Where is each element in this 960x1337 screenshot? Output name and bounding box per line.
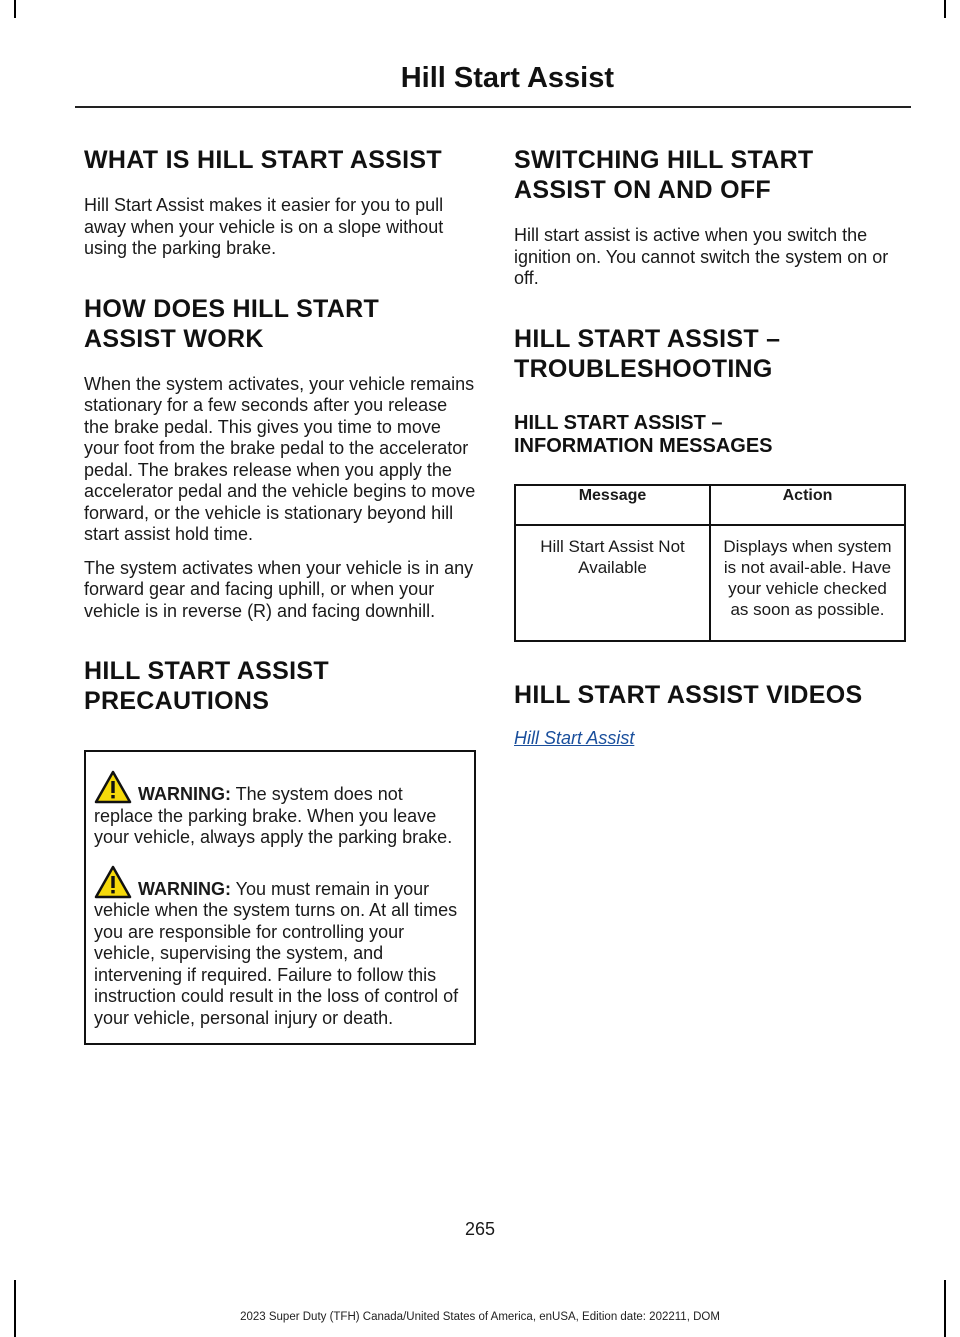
troubleshooting-heading <box>514 324 906 384</box>
table-header-row <box>515 485 905 525</box>
page-header <box>75 58 911 108</box>
warning-triangle-icon <box>94 770 132 804</box>
how-works-body-2: The system activates when your vehicle is in any forward gear and facing uphill, or when your vehicle is in reverse (R) and facing downhill. <box>84 557 474 621</box>
edition-footer: 2023 Super Duty (TFH) Canada/United States of America, enUSA, Edition date: 202211, DOM <box>240 1311 720 1323</box>
info-messages-heading-line2: INFORMATION MESSAGES <box>514 434 773 457</box>
cell-action: Displays when system is not avail-able. Have your vehicle checked as soon as possible. <box>710 525 905 641</box>
switching-body: Hill start assist is active when you switch the ignition on. You cannot switch the system on or off. <box>514 225 889 288</box>
crop-mark-bottom-left <box>14 1280 16 1337</box>
video-link[interactable]: Hill Start Assist <box>514 727 635 748</box>
left-column <box>84 145 476 1045</box>
page-title: Hill Start Assist <box>400 62 614 94</box>
crop-mark-top-left <box>14 0 16 18</box>
how-works-heading <box>84 294 476 354</box>
warning-2-label: WARNING: <box>138 878 231 899</box>
crop-mark-bottom-right <box>944 1280 946 1337</box>
cell-message: Hill Start Assist Not Available <box>515 525 710 641</box>
crop-mark-top-right <box>944 0 946 18</box>
switching-heading-line1: SWITCHING HILL START <box>514 146 814 174</box>
right-column <box>514 145 906 749</box>
info-messages-heading <box>514 412 906 458</box>
switching-heading-line2: ASSIST ON AND OFF <box>514 176 771 204</box>
how-works-heading-line2: ASSIST WORK <box>84 324 264 353</box>
how-works-body-1: When the system activates, your vehicle remains stationary for a few seconds after you release the brake pedal. This gives you time to move your foot from the brake pedal to the accelerator pedal. The brakes release when you apply the accelerator pedal and the vehicle begins to move forward, or the vehicle is stationary beyond hill start assist hold time. <box>84 373 476 544</box>
warning-box <box>84 750 476 1045</box>
warning-2 <box>94 865 464 1030</box>
precautions-heading-line1: HILL START ASSIST <box>84 657 329 685</box>
messages-table <box>514 484 906 642</box>
precautions-heading <box>84 656 476 716</box>
warning-1-label: WARNING: <box>138 784 231 804</box>
warning-1 <box>94 770 464 849</box>
troubleshooting-heading-line1: HILL START ASSIST – <box>514 324 781 353</box>
col-header-message: Message <box>515 485 710 525</box>
switching-heading <box>514 145 906 205</box>
info-messages-heading-line1: HILL START ASSIST – <box>514 411 723 434</box>
warning-2-text: You must remain in your vehicle when the system turns on. At all times you are responsible for controlling your vehicle, supervising the system, and intervening if required. Failure to follow this instruction could result in the loss of control of your vehicle, personal injury or death. <box>94 878 459 1028</box>
how-works-heading-line1: HOW DOES HILL START <box>84 294 380 323</box>
page-number: 265 <box>464 1219 496 1239</box>
warning-1-text: The system does not replace the parking brake. When you leave your vehicle, always apply the parking brake. <box>94 784 453 847</box>
col-header-action: Action <box>710 485 905 525</box>
warning-triangle-icon <box>94 865 132 899</box>
videos-heading: HILL START ASSIST VIDEOS <box>514 680 863 709</box>
what-is-heading: WHAT IS HILL START ASSIST <box>84 146 442 174</box>
what-is-body: Hill Start Assist makes it easier for you to pull away when your vehicle is on a slope without using the parking brake. <box>84 195 444 258</box>
table-row <box>515 525 905 641</box>
troubleshooting-heading-line2: TROUBLESHOOTING <box>514 354 773 383</box>
precautions-heading-line2: PRECAUTIONS <box>84 687 270 715</box>
